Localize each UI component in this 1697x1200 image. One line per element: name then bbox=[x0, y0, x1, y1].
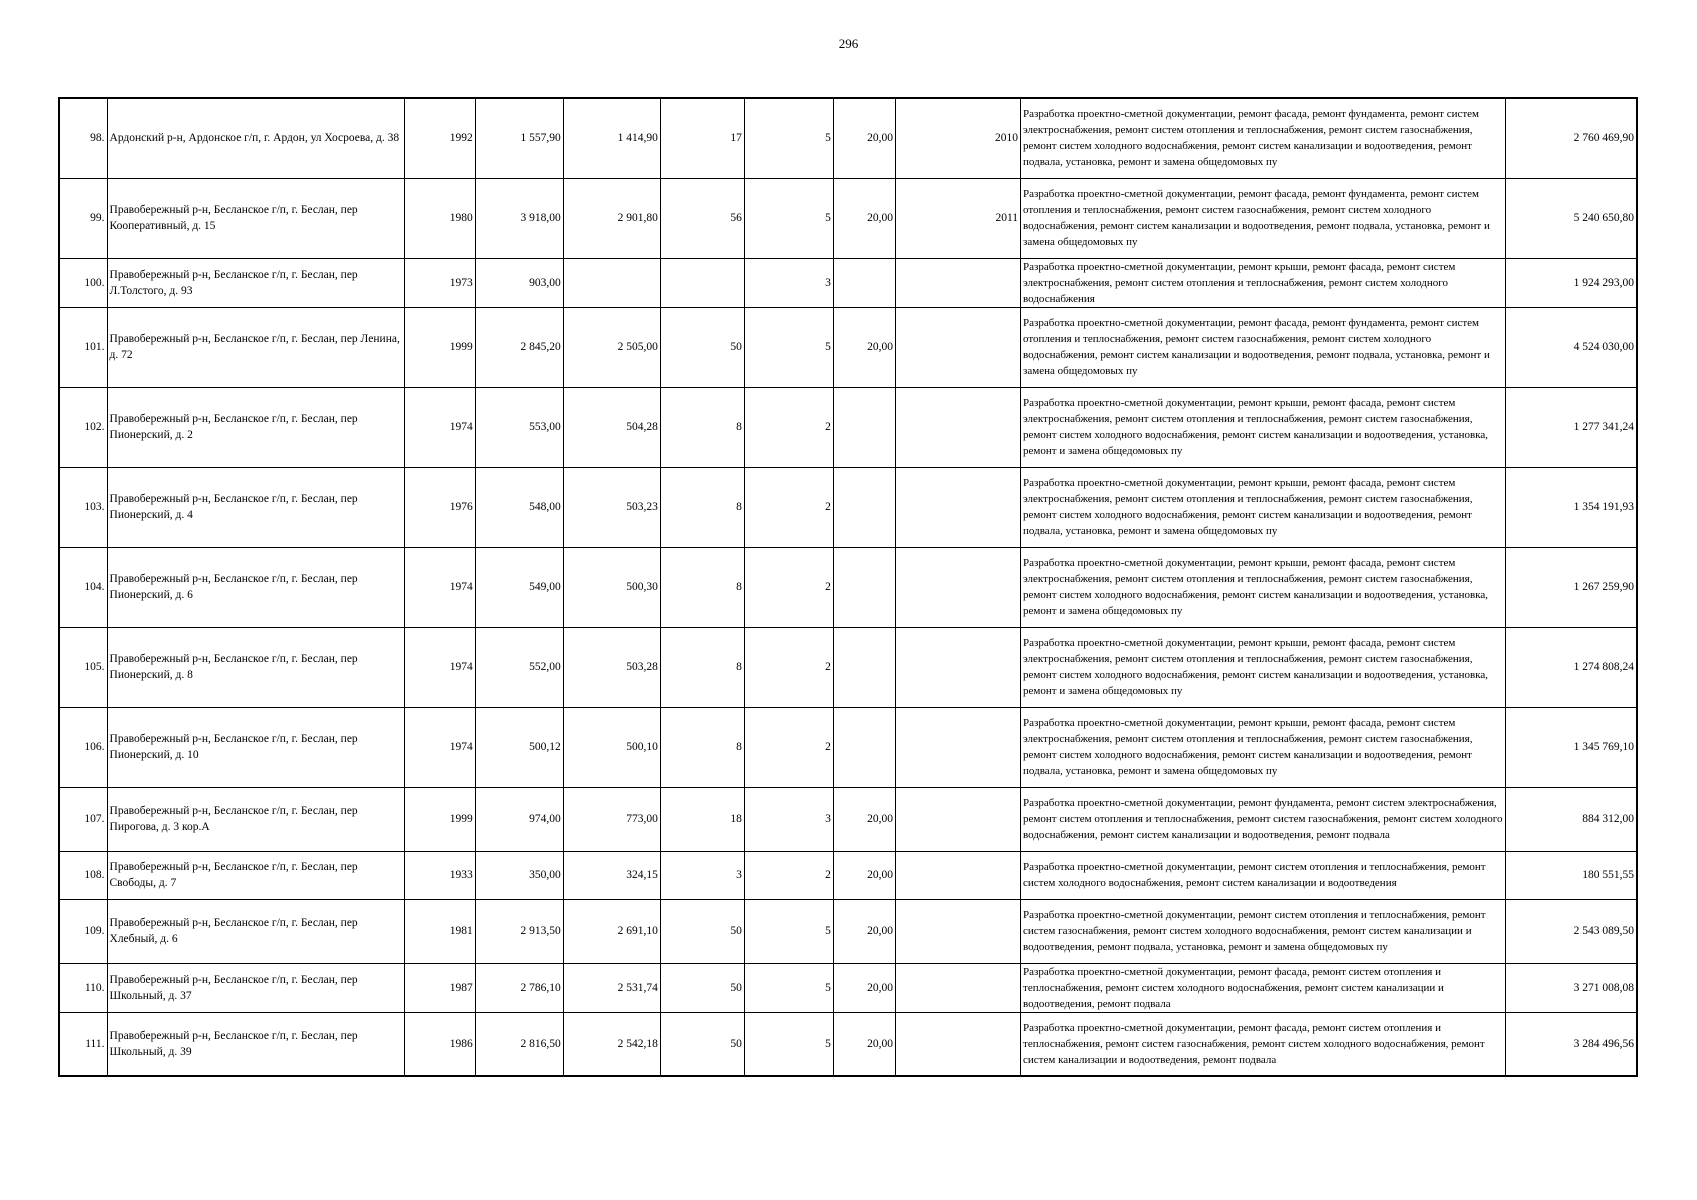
wear-cell bbox=[833, 467, 895, 547]
residents-cell: 50 bbox=[660, 307, 744, 387]
row-number: 102. bbox=[59, 387, 107, 467]
living-area-cell: 2 531,74 bbox=[563, 963, 660, 1012]
total-area-cell: 553,00 bbox=[475, 387, 563, 467]
floors-cell: 2 bbox=[744, 547, 833, 627]
year-cell: 1973 bbox=[404, 258, 475, 307]
wear-cell bbox=[833, 707, 895, 787]
wear-cell bbox=[833, 547, 895, 627]
last-repair-year-cell bbox=[895, 851, 1020, 899]
wear-cell: 20,00 bbox=[833, 787, 895, 851]
housing-repair-table bbox=[58, 97, 1638, 1077]
address-cell: Правобережный р-н, Бесланское г/п, г. Беслан, пер Хлебный, д. 6 bbox=[107, 899, 404, 963]
living-area-cell: 773,00 bbox=[563, 787, 660, 851]
total-area-cell: 548,00 bbox=[475, 467, 563, 547]
total-area-cell: 974,00 bbox=[475, 787, 563, 851]
residents-cell: 8 bbox=[660, 467, 744, 547]
wear-cell bbox=[833, 387, 895, 467]
address-cell: Правобережный р-н, Бесланское г/п, г. Беслан, пер Пионерский, д. 6 bbox=[107, 547, 404, 627]
repair-cost-cell: 1 345 769,10 bbox=[1506, 707, 1637, 787]
wear-cell: 20,00 bbox=[833, 1012, 895, 1076]
repair-cost-cell: 2 760 469,90 bbox=[1506, 98, 1637, 178]
year-cell: 1974 bbox=[404, 627, 475, 707]
table-row bbox=[59, 258, 1637, 307]
wear-cell: 20,00 bbox=[833, 899, 895, 963]
table-row bbox=[59, 627, 1637, 707]
repair-cost-cell: 884 312,00 bbox=[1506, 787, 1637, 851]
year-cell: 1974 bbox=[404, 387, 475, 467]
total-area-cell: 2 786,10 bbox=[475, 963, 563, 1012]
residents-cell: 8 bbox=[660, 627, 744, 707]
last-repair-year-cell bbox=[895, 547, 1020, 627]
residents-cell: 50 bbox=[660, 899, 744, 963]
works-list-cell: Разработка проектно-сметной документации, ремонт крыши, ремонт фасада, ремонт систем электроснабжения, ремонт систем отопления и теплоснабжения, ремонт систем газоснабжения, ремонт систем холодного водоснабжения, ремонт систем канализации и водоотведения, установка, ремонт и замена общедомовых пу bbox=[1021, 627, 1506, 707]
floors-cell: 5 bbox=[744, 307, 833, 387]
row-number: 111. bbox=[59, 1012, 107, 1076]
repair-cost-cell: 1 267 259,90 bbox=[1506, 547, 1637, 627]
wear-cell: 20,00 bbox=[833, 851, 895, 899]
living-area-cell: 500,10 bbox=[563, 707, 660, 787]
year-cell: 1974 bbox=[404, 707, 475, 787]
year-cell: 1986 bbox=[404, 1012, 475, 1076]
living-area-cell: 503,23 bbox=[563, 467, 660, 547]
wear-cell: 20,00 bbox=[833, 963, 895, 1012]
residents-cell: 56 bbox=[660, 178, 744, 258]
living-area-cell: 2 691,10 bbox=[563, 899, 660, 963]
table-row bbox=[59, 899, 1637, 963]
residents-cell: 17 bbox=[660, 98, 744, 178]
wear-cell bbox=[833, 258, 895, 307]
total-area-cell: 552,00 bbox=[475, 627, 563, 707]
table-row bbox=[59, 547, 1637, 627]
living-area-cell: 504,28 bbox=[563, 387, 660, 467]
living-area-cell: 2 505,00 bbox=[563, 307, 660, 387]
row-number: 103. bbox=[59, 467, 107, 547]
repair-cost-cell: 4 524 030,00 bbox=[1506, 307, 1637, 387]
floors-cell: 3 bbox=[744, 258, 833, 307]
living-area-cell bbox=[563, 258, 660, 307]
last-repair-year-cell bbox=[895, 963, 1020, 1012]
residents-cell bbox=[660, 258, 744, 307]
table-row bbox=[59, 178, 1637, 258]
table-row bbox=[59, 851, 1637, 899]
residents-cell: 50 bbox=[660, 963, 744, 1012]
address-cell: Правобережный р-н, Бесланское г/п, г. Беслан, пер Пионерский, д. 4 bbox=[107, 467, 404, 547]
table-row bbox=[59, 467, 1637, 547]
total-area-cell: 500,12 bbox=[475, 707, 563, 787]
address-cell: Правобережный р-н, Бесланское г/п, г. Беслан, пер Ленина, д. 72 bbox=[107, 307, 404, 387]
repair-cost-cell: 2 543 089,50 bbox=[1506, 899, 1637, 963]
address-cell: Правобережный р-н, Бесланское г/п, г. Беслан, пер Пионерский, д. 10 bbox=[107, 707, 404, 787]
living-area-cell: 1 414,90 bbox=[563, 98, 660, 178]
total-area-cell: 2 816,50 bbox=[475, 1012, 563, 1076]
address-cell: Правобережный р-н, Бесланское г/п, г. Беслан, пер Пирогова, д. 3 кор.А bbox=[107, 787, 404, 851]
works-list-cell: Разработка проектно-сметной документации, ремонт фасада, ремонт фундамента, ремонт систем отопления и теплоснабжения, ремонт систем газоснабжения, ремонт систем холодного водоснабжения, ремонт систем канализации и водоотведения, ремонт подвала, установка, ремонт и замена общедомовых пу bbox=[1021, 178, 1506, 258]
works-list-cell: Разработка проектно-сметной документации, ремонт крыши, ремонт фасада, ремонт систем электроснабжения, ремонт систем отопления и теплоснабжения, ремонт систем газоснабжения, ремонт систем холодного водоснабжения, ремонт систем канализации и водоотведения, ремонт подвала, установка, ремонт и замена общедомовых пу bbox=[1021, 467, 1506, 547]
last-repair-year-cell bbox=[895, 467, 1020, 547]
total-area-cell: 350,00 bbox=[475, 851, 563, 899]
last-repair-year-cell: 2011 bbox=[895, 178, 1020, 258]
repair-cost-cell: 1 274 808,24 bbox=[1506, 627, 1637, 707]
row-number: 108. bbox=[59, 851, 107, 899]
table-row bbox=[59, 387, 1637, 467]
row-number: 100. bbox=[59, 258, 107, 307]
floors-cell: 2 bbox=[744, 387, 833, 467]
year-cell: 1974 bbox=[404, 547, 475, 627]
table-row bbox=[59, 787, 1637, 851]
wear-cell: 20,00 bbox=[833, 307, 895, 387]
last-repair-year-cell bbox=[895, 307, 1020, 387]
residents-cell: 8 bbox=[660, 387, 744, 467]
works-list-cell: Разработка проектно-сметной документации, ремонт фасада, ремонт фундамента, ремонт систем отопления и теплоснабжения, ремонт систем газоснабжения, ремонт систем холодного водоснабжения, ремонт систем канализации и водоотведения, ремонт подвала, установка, ремонт и замена общедомовых пу bbox=[1021, 307, 1506, 387]
living-area-cell: 324,15 bbox=[563, 851, 660, 899]
year-cell: 1987 bbox=[404, 963, 475, 1012]
last-repair-year-cell bbox=[895, 787, 1020, 851]
works-list-cell: Разработка проектно-сметной документации, ремонт фасада, ремонт фундамента, ремонт систем электроснабжения, ремонт систем отопления и теплоснабжения, ремонт систем газоснабжения, ремонт систем холодного водоснабжения, ремонт систем канализации и водоотведения, ремонт подвала, установка, ремонт и замена общедомовых пу bbox=[1021, 98, 1506, 178]
repair-cost-cell: 1 924 293,00 bbox=[1506, 258, 1637, 307]
repair-cost-cell: 1 354 191,93 bbox=[1506, 467, 1637, 547]
wear-cell: 20,00 bbox=[833, 178, 895, 258]
table-row bbox=[59, 963, 1637, 1012]
total-area-cell: 549,00 bbox=[475, 547, 563, 627]
row-number: 98. bbox=[59, 98, 107, 178]
wear-cell: 20,00 bbox=[833, 98, 895, 178]
repair-cost-cell: 180 551,55 bbox=[1506, 851, 1637, 899]
last-repair-year-cell bbox=[895, 627, 1020, 707]
living-area-cell: 500,30 bbox=[563, 547, 660, 627]
floors-cell: 5 bbox=[744, 98, 833, 178]
works-list-cell: Разработка проектно-сметной документации, ремонт фундамента, ремонт систем электроснабжения, ремонт систем отопления и теплоснабжения, ремонт систем газоснабжения, ремонт систем холодного водоснабжения, ремонт систем канализации и водоотведения, ремонт подвала bbox=[1021, 787, 1506, 851]
floors-cell: 2 bbox=[744, 707, 833, 787]
works-list-cell: Разработка проектно-сметной документации, ремонт систем отопления и теплоснабжения, ремонт систем газоснабжения, ремонт систем холодного водоснабжения, ремонт систем канализации и водоотведения, ремонт подвала, установка, ремонт и замена общедомовых пу bbox=[1021, 899, 1506, 963]
repair-cost-cell: 1 277 341,24 bbox=[1506, 387, 1637, 467]
last-repair-year-cell bbox=[895, 899, 1020, 963]
living-area-cell: 2 901,80 bbox=[563, 178, 660, 258]
address-cell: Правобережный р-н, Бесланское г/п, г. Беслан, пер Школьный, д. 37 bbox=[107, 963, 404, 1012]
residents-cell: 8 bbox=[660, 707, 744, 787]
last-repair-year-cell bbox=[895, 707, 1020, 787]
row-number: 109. bbox=[59, 899, 107, 963]
floors-cell: 2 bbox=[744, 627, 833, 707]
row-number: 107. bbox=[59, 787, 107, 851]
total-area-cell: 2 913,50 bbox=[475, 899, 563, 963]
floors-cell: 2 bbox=[744, 467, 833, 547]
total-area-cell: 3 918,00 bbox=[475, 178, 563, 258]
table-row bbox=[59, 707, 1637, 787]
floors-cell: 5 bbox=[744, 963, 833, 1012]
works-list-cell: Разработка проектно-сметной документации, ремонт крыши, ремонт фасада, ремонт систем электроснабжения, ремонт систем отопления и теплоснабжения, ремонт систем газоснабжения, ремонт систем холодного водоснабжения, ремонт систем канализации и водоотведения, установка, ремонт и замена общедомовых пу bbox=[1021, 387, 1506, 467]
total-area-cell: 1 557,90 bbox=[475, 98, 563, 178]
year-cell: 1980 bbox=[404, 178, 475, 258]
residents-cell: 18 bbox=[660, 787, 744, 851]
floors-cell: 5 bbox=[744, 1012, 833, 1076]
table-row bbox=[59, 1012, 1637, 1076]
repair-cost-cell: 5 240 650,80 bbox=[1506, 178, 1637, 258]
row-number: 110. bbox=[59, 963, 107, 1012]
wear-cell bbox=[833, 627, 895, 707]
row-number: 101. bbox=[59, 307, 107, 387]
floors-cell: 3 bbox=[744, 787, 833, 851]
year-cell: 1981 bbox=[404, 899, 475, 963]
residents-cell: 3 bbox=[660, 851, 744, 899]
address-cell: Правобережный р-н, Бесланское г/п, г. Беслан, пер Пионерский, д. 8 bbox=[107, 627, 404, 707]
address-cell: Правобережный р-н, Бесланское г/п, г. Беслан, пер Свободы, д. 7 bbox=[107, 851, 404, 899]
repair-cost-cell: 3 271 008,08 bbox=[1506, 963, 1637, 1012]
repair-cost-cell: 3 284 496,56 bbox=[1506, 1012, 1637, 1076]
year-cell: 1999 bbox=[404, 307, 475, 387]
year-cell: 1992 bbox=[404, 98, 475, 178]
works-list-cell: Разработка проектно-сметной документации, ремонт крыши, ремонт фасада, ремонт систем электроснабжения, ремонт систем отопления и теплоснабжения, ремонт систем холодного водоснабжения bbox=[1021, 258, 1506, 307]
floors-cell: 5 bbox=[744, 178, 833, 258]
address-cell: Ардонский р-н, Ардонское г/п, г. Ардон, ул Хосроева, д. 38 bbox=[107, 98, 404, 178]
works-list-cell: Разработка проектно-сметной документации, ремонт систем отопления и теплоснабжения, ремонт систем холодного водоснабжения, ремонт систем канализации и водоотведения bbox=[1021, 851, 1506, 899]
row-number: 105. bbox=[59, 627, 107, 707]
last-repair-year-cell bbox=[895, 1012, 1020, 1076]
table-row bbox=[59, 307, 1637, 387]
residents-cell: 8 bbox=[660, 547, 744, 627]
floors-cell: 2 bbox=[744, 851, 833, 899]
last-repair-year-cell bbox=[895, 258, 1020, 307]
year-cell: 1933 bbox=[404, 851, 475, 899]
page-number: 296 bbox=[838, 36, 859, 51]
row-number: 99. bbox=[59, 178, 107, 258]
works-list-cell: Разработка проектно-сметной документации, ремонт фасада, ремонт систем отопления и теплоснабжения, ремонт систем газоснабжения, ремонт систем холодного водоснабжения, ремонт систем канализации и водоотведения, ремонт подвала bbox=[1021, 1012, 1506, 1076]
year-cell: 1999 bbox=[404, 787, 475, 851]
last-repair-year-cell: 2010 bbox=[895, 98, 1020, 178]
address-cell: Правобережный р-н, Бесланское г/п, г. Беслан, пер Школьный, д. 39 bbox=[107, 1012, 404, 1076]
last-repair-year-cell bbox=[895, 387, 1020, 467]
total-area-cell: 903,00 bbox=[475, 258, 563, 307]
living-area-cell: 503,28 bbox=[563, 627, 660, 707]
address-cell: Правобережный р-н, Бесланское г/п, г. Беслан, пер Л.Толстого, д. 93 bbox=[107, 258, 404, 307]
row-number: 106. bbox=[59, 707, 107, 787]
works-list-cell: Разработка проектно-сметной документации, ремонт крыши, ремонт фасада, ремонт систем электроснабжения, ремонт систем отопления и теплоснабжения, ремонт систем газоснабжения, ремонт систем холодного водоснабжения, ремонт систем канализации и водоотведения, установка, ремонт и замена общедомовых пу bbox=[1021, 547, 1506, 627]
floors-cell: 5 bbox=[744, 899, 833, 963]
year-cell: 1976 bbox=[404, 467, 475, 547]
address-cell: Правобережный р-н, Бесланское г/п, г. Беслан, пер Пионерский, д. 2 bbox=[107, 387, 404, 467]
table-row bbox=[59, 98, 1637, 178]
works-list-cell: Разработка проектно-сметной документации, ремонт крыши, ремонт фасада, ремонт систем электроснабжения, ремонт систем отопления и теплоснабжения, ремонт систем газоснабжения, ремонт систем холодного водоснабжения, ремонт систем канализации и водоотведения, ремонт подвала, установка, ремонт и замена общедомовых пу bbox=[1021, 707, 1506, 787]
residents-cell: 50 bbox=[660, 1012, 744, 1076]
works-list-cell: Разработка проектно-сметной документации, ремонт фасада, ремонт систем отопления и теплоснабжения, ремонт систем холодного водоснабжения, ремонт систем канализации и водоотведения, ремонт подвала bbox=[1021, 963, 1506, 1012]
address-cell: Правобережный р-н, Бесланское г/п, г. Беслан, пер Кооперативный, д. 15 bbox=[107, 178, 404, 258]
total-area-cell: 2 845,20 bbox=[475, 307, 563, 387]
row-number: 104. bbox=[59, 547, 107, 627]
living-area-cell: 2 542,18 bbox=[563, 1012, 660, 1076]
